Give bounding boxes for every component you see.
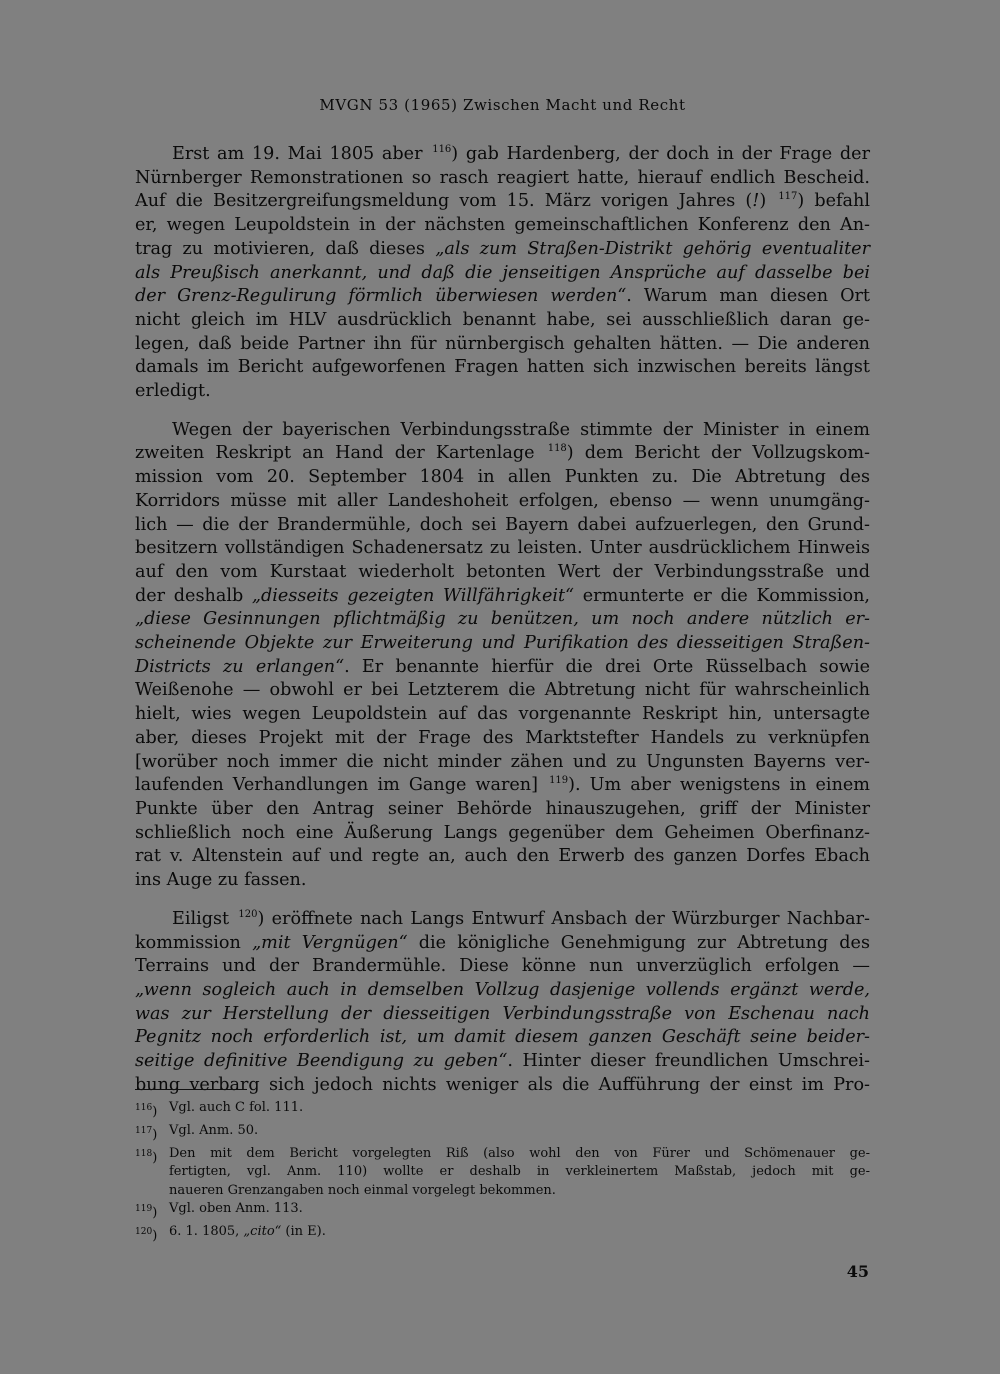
page-number: 45 [846,1262,869,1281]
text-line [135,1026,870,1050]
italic-quote: Pegnitz noch erforderlich ist, um damit diesem ganzen Geschäft seine beider- [135,1027,870,1048]
footnote [135,1223,870,1246]
text-line: Wegen der bayerischen Verbindungsstraße stimmte der Minister in einem [172,419,870,440]
text-line [135,608,870,632]
footnote-line: fertigten, vgl. Anm. 110) wollte er deshalb in verkleinertem Maßstab, jedoch mit ge- [169,1164,870,1180]
text-line [135,979,870,1003]
footnote-ref: 120 [238,908,258,920]
text-line: Nürnberger Remonstrationen so rasch reagiert hatte, hierauf endlich Bescheid. [135,167,870,188]
text-line: Korridors müsse mit aller Landeshoheit erfolgen, ebenso — wenn unumgäng- [135,490,870,511]
text-line: Erst am 19. Mai 1805 aber $^{116}$) gab Hardenberg, der doch in der Frage der [172,144,871,164]
footnote-line: 6. 1. 1805, „cito“ (in E). [169,1223,326,1239]
paragraph [135,143,870,404]
italic-quote: „diese Gesinnungen pflichtmäßig zu benützen, um noch andere nützlich er- [135,609,870,630]
footnote-line: naueren Grenzangaben noch einmal vorgelegt bekommen. [169,1182,556,1198]
text-line: zweiten Reskript an Hand der Kartenlage $^{118}$) dem Bericht der Vollzugskom- [135,443,870,464]
text-line: bung verbarg sich jedoch nichts weniger als die Aufführung der einst im Pro- [135,1074,870,1095]
text-line: Weißenohe — obwohl er bei Letzterem die Abtretung nicht für wahrscheinlich [135,680,870,701]
footnote-text [169,1122,870,1145]
footnote-ref: 117 [778,191,798,203]
footnote-number: $^{116}$) [135,1103,158,1120]
text-line: schließlich noch eine Äußerung Langs gegenüber dem Geheimen Oberfinanz- [135,822,870,843]
footnote-line: Den mit dem Bericht vorgelegten Riß (also wohl den von Fürer und Schömenauer ge- [169,1145,870,1161]
text-line: nicht gleich im HLV ausdrücklich benannt habe, sei ausschließlich daran ge- [135,309,870,330]
text-line: besitzern vollständigen Schadenersatz zu leisten. Unter ausdrücklichem Hinweis [135,538,870,559]
footnote-ref: 119 [549,775,569,787]
footnote-rule [135,1089,247,1090]
italic-quote: Districts zu erlangen“ [135,656,345,677]
italic-quote: der Grenz-Regulirung förmlich überwiesen werden“ [135,286,627,307]
running-head: MVGN 53 (1965) Zwischen Macht und Recht [319,96,686,114]
text-line [135,632,870,656]
italic-quote: was zur Herstellung der diesseitigen Verbindungsstraße von Eschenau nach [135,1003,870,1024]
footnote-line: Vgl. Anm. 50. [169,1122,259,1138]
italic-quote: scheinende Objekte zur Erweiterung und Purifikation des diesseitigen Straßen- [135,633,870,654]
text-line: Eiligst $^{120}$) eröffnete nach Langs Entwurf Ansbach der Würzburger Nachbar- [172,908,870,929]
footnote-text [169,1223,870,1246]
text-line: hielt, wies wegen Leupoldstein auf das vorgenannte Reskript hin, untersagte [135,704,870,725]
text-line: Districts zu erlangen“. Er benannte hierfür die drei Orte Rüsselbach sowie [135,656,870,677]
text-line: rat v. Altenstein auf und regte an, auch den Erwerb des ganzen Dorfes Ebach [135,846,870,867]
text-line: Auf die Besitzergreifungsmeldung vom 15. März vorigen Jahres (!) $^{117}$) befahl [135,191,870,212]
footnote-text [169,1145,870,1201]
text-line: ins Auge zu fassen. [135,870,307,891]
italic-quote: als Preußisch anerkannt, und daß die jenseitigen Ansprüche auf dasselbe bei [135,262,870,283]
paragraph-gap [135,893,870,908]
body-text [135,143,870,1097]
italic-quote: „mit Vergnügen“ [252,932,408,953]
text-line: damals im Bericht aufgeworfenen Fragen hatten sich inzwischen bereits längst [135,357,870,378]
text-line: laufenden Verhandlungen im Gange waren] $^{119}$). Um aber wenigstens in einem [135,775,870,796]
footnote-line: Vgl. auch C fol. 111. [169,1100,304,1115]
text-line: [worüber noch immer die nicht minder zähen und zu Ungunsten Bayerns ver- [135,751,870,772]
text-line [135,1003,870,1027]
italic-quote: „diesseits gezeigten Willfährigkeit“ [251,585,575,606]
text-line: Terrains und der Brandermühle. Diese könne nun unverzüglich erfolgen — [135,956,870,977]
text-line: erledigt. [135,381,211,402]
footnote [135,1099,870,1122]
footnote [135,1200,870,1223]
footnote-number: $^{118}$) [135,1148,158,1165]
italic-quote: ! [752,191,760,212]
footnote-ref: 116 [432,144,452,155]
text-line: trag zu motivieren, daß dieses „als zum Straßen-Distrikt gehörig eventualiter [135,238,870,259]
footnote-number: $^{119}$) [135,1204,158,1221]
footnote [135,1145,870,1201]
text-line [135,262,870,286]
text-line: legen, daß beide Partner ihn für nürnbergisch gehalten hätten. — Die anderen [135,333,870,354]
text-line: aber, dieses Projekt mit der Frage des Marktstefter Handels zu verknüpfen [135,727,870,748]
footnote-number: $^{120}$) [135,1226,158,1244]
paragraph [135,419,870,893]
text-line: lich — die der Brandermühle, doch sei Bayern dabei aufzuerlegen, den Grund- [135,514,870,535]
footnote [135,1122,870,1145]
footnote-text [169,1200,870,1223]
text-line: der Grenz-Regulirung förmlich überwiesen werden“. Warum man diesen Ort [135,286,870,307]
text-line: mission vom 20. September 1804 in allen Punkten zu. Die Abtretung des [135,467,870,488]
text-line: Punkte über den Antrag seiner Behörde hinauszugehen, griff der Minister [135,798,870,819]
paragraph-gap [135,404,870,419]
italic-quote: „cito“ [243,1223,282,1239]
italic-quote: „als zum Straßen-Distrikt gehörig eventualiter [435,238,870,259]
footnote-line: Vgl. oben Anm. 113. [169,1201,303,1217]
text-line: seitige definitive Beendigung zu geben“. Hinter dieser freundlichen Umschrei- [135,1051,870,1072]
italic-quote: „wenn sogleich auch in demselben Vollzug dasjenige vollends ergänzt werde, [135,979,870,1000]
text-line: kommission „mit Vergnügen“ die königliche Genehmigung zur Abtretung des [135,932,870,953]
footnotes [135,1099,870,1246]
text-line: er, wegen Leupoldstein in der nächsten gemeinschaftlichen Konferenz den An- [135,215,870,236]
footnote-number: $^{117}$) [135,1125,158,1143]
footnote-text [169,1099,870,1122]
footnote-ref: 118 [547,443,567,455]
italic-quote: seitige definitive Beendigung zu geben“ [135,1051,508,1072]
paragraph [135,908,870,1098]
text-line: der deshalb „diesseits gezeigten Willfährigkeit“ ermunterte er die Kommission, [135,585,871,606]
text-line: auf den vom Kurstaat wiederholt betonten Wert der Verbindungsstraße und [135,561,870,582]
